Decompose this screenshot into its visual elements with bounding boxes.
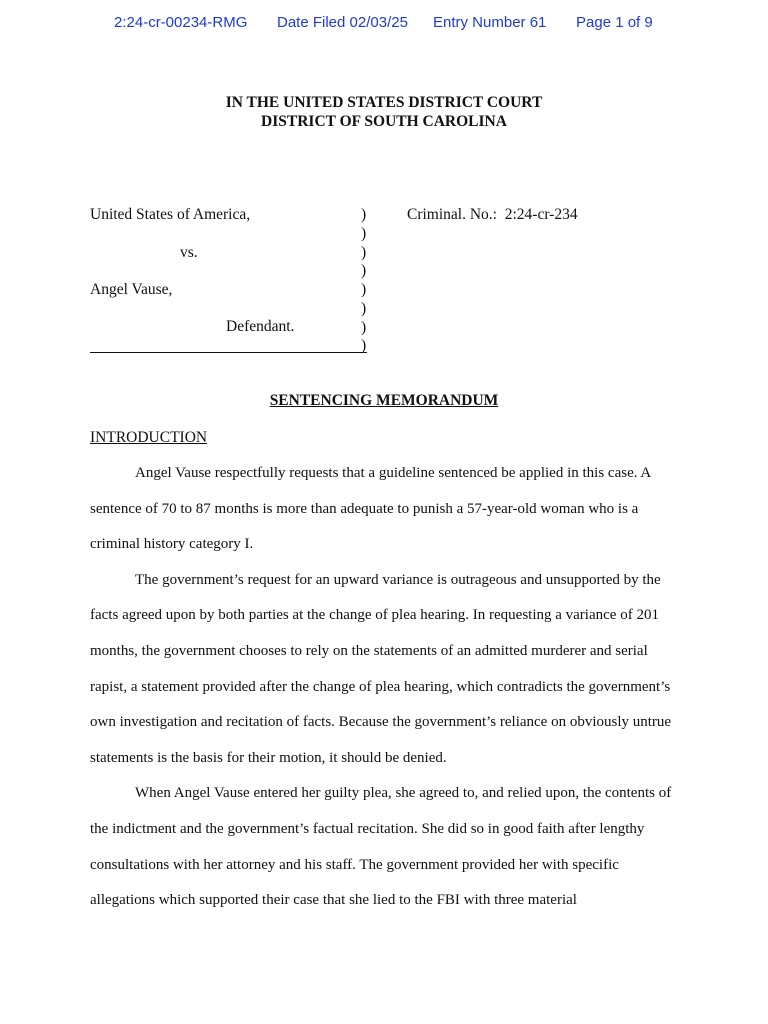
text-line: criminal history category I. [90, 536, 254, 553]
date-filed: Date Filed 02/03/25 [277, 14, 408, 31]
criminal-number-label: Criminal. No.: [407, 206, 497, 223]
section-heading: INTRODUCTION [90, 429, 208, 446]
court-heading [0, 93, 768, 131]
caption-vs: vs. [180, 244, 198, 261]
text-line: The government’s request for an upward variance is outrageous and unsupported by the [135, 571, 661, 588]
case-number: 2:24-cr-00234-RMG [114, 14, 248, 31]
paragraph [90, 456, 680, 563]
ecf-header [0, 14, 768, 34]
text-line: facts agreed upon by both parties at the change of plea hearing. In requesting a variance of 201 [90, 607, 659, 624]
caption-defendant-label: Defendant. [226, 318, 295, 335]
paren: ) [361, 299, 367, 317]
text-line: consultations with her attorney and his staff. The government provided her with specific [90, 856, 619, 873]
paragraph [90, 776, 680, 918]
text-line: Angel Vause respectfully requests that a guideline sentenced be applied in this case. A [135, 465, 652, 481]
text-line: When Angel Vause entered her guilty plea, she agreed to, and relied upon, the contents of [135, 785, 672, 802]
court-district: DISTRICT OF SOUTH CAROLINA [261, 113, 507, 130]
paren: ) [361, 337, 367, 355]
criminal-number [407, 206, 578, 224]
text-line: rapist, a statement provided after the change of plea hearing, which contradicts the government’s [90, 678, 671, 695]
paren: ) [361, 206, 367, 223]
document-title: SENTENCING MEMORANDUM [269, 392, 499, 409]
paren: ) [361, 281, 367, 298]
text-line: allegations which supported their case that she lied to the FBI with three material [90, 892, 577, 909]
paren: ) [361, 243, 367, 261]
page-indicator: Page 1 of 9 [576, 14, 653, 31]
paren: ) [361, 224, 367, 242]
court-name: IN THE UNITED STATES DISTRICT COURT [225, 94, 543, 111]
text-line: own investigation and recitation of facts. Because the government’s reliance on obviously untrue [90, 714, 672, 731]
paren: ) [361, 262, 367, 280]
text-line: the indictment and the government’s factual recitation. She did so in good faith after lengthy [90, 820, 645, 837]
text-line: months, the government chooses to rely on the statements of an admitted murderer and serial [90, 642, 648, 659]
text-line: sentence of 70 to 87 months is more than adequate to punish a 57-year-old woman who is a [90, 500, 639, 517]
entry-number: Entry Number 61 [433, 14, 547, 31]
caption-defendant-name: Angel Vause, [90, 281, 173, 298]
text-line: statements is the basis for their motion, it should be denied. [90, 749, 447, 766]
paren: ) [361, 318, 367, 336]
caption-parentheses [361, 206, 366, 356]
body-text [90, 456, 680, 919]
paragraph [90, 563, 680, 777]
caption-rule [90, 352, 367, 353]
criminal-number-value: 2:24-cr-234 [504, 206, 578, 223]
caption-plaintiff: United States of America, [90, 206, 251, 223]
